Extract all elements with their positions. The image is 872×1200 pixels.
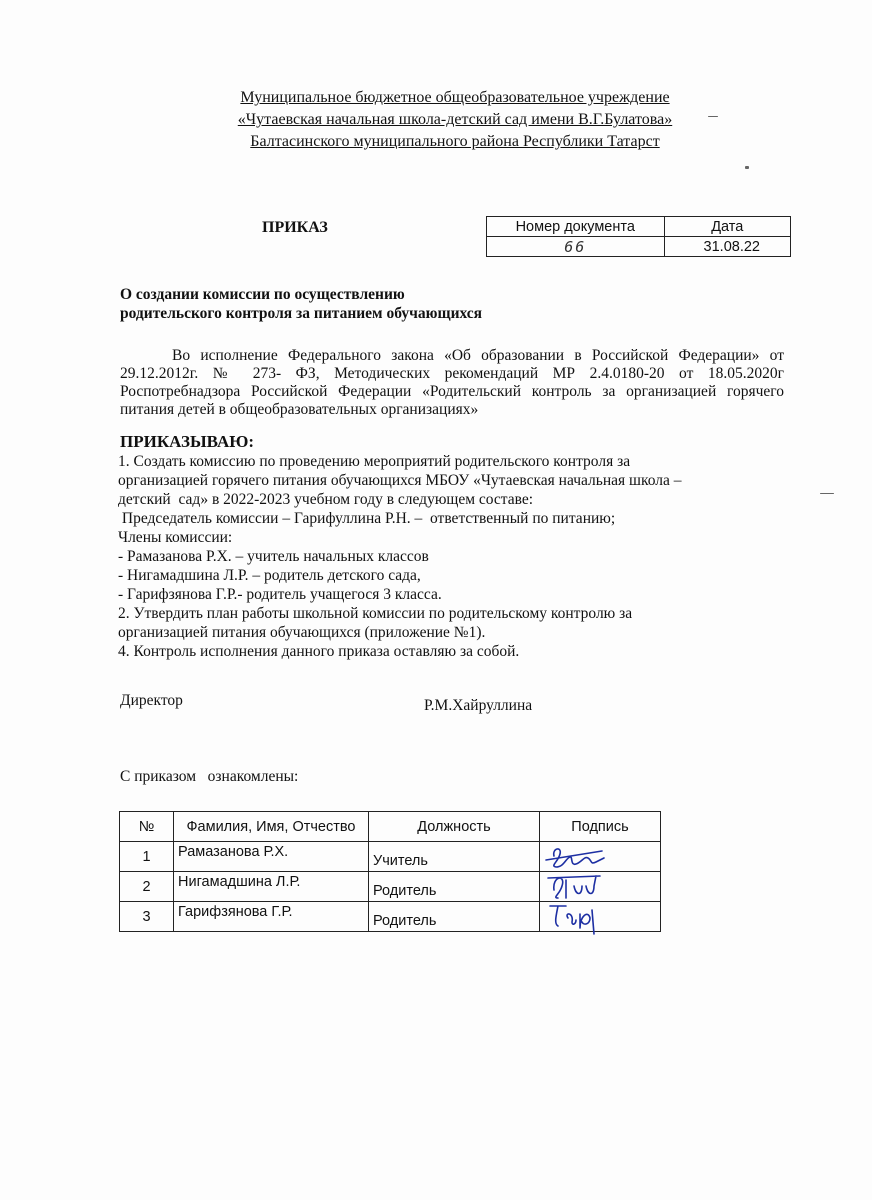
header-line-3: Балтасинского муниципального района Республики Татарст [250, 133, 660, 150]
document-number-table [486, 216, 791, 257]
signature-scribble-3 [550, 906, 594, 934]
row-number: 2 [120, 872, 174, 902]
order-item-line: Председатель комиссии – Гарифуллина Р.Н. – ответственный по питанию; [118, 510, 616, 527]
subject-line-2: родительского контроля за питанием обучающихся [120, 305, 483, 322]
preamble-paragraph: Во исполнение Федерального закона «Об образовании в Российской Федерации» от 29.12.2012г. № 273- ФЗ, Методических рекомендаций МР 2.4.0180-20 от 18.05.2020г Роспотребнадзора Российской Федерации «Родительский контроль за организацией горячего питания детей в общеобразовательных организациях» [120, 347, 784, 418]
handwritten-signatures [540, 840, 620, 935]
order-item-line: - Рамазанова Р.Х. – учитель начальных классов [118, 548, 429, 565]
row-position: Родитель [369, 902, 540, 932]
signature-scribble-2 [548, 876, 600, 898]
order-item-line: детский сад» в 2022-2023 учебном году в следующем составе: [118, 491, 534, 508]
order-word: ПРИКАЗЫВАЮ: [120, 432, 255, 451]
header-line-1: Муниципальное бюджетное общеобразовательное учреждение [240, 89, 670, 106]
row-name: Рамазанова Р.Х. [174, 842, 369, 872]
row-number: 3 [120, 902, 174, 932]
header-line-2: «Чутаевская начальная школа-детский сад имени В.Г.Булатова» [237, 111, 673, 128]
order-item-line: 4. Контроль исполнения данного приказа оставляю за собой. [118, 643, 520, 660]
doc-number-value: 66 [487, 237, 665, 257]
order-item-line: - Нигамадшина Л.Р. – родитель детского сада, [118, 567, 421, 584]
order-items [118, 452, 681, 661]
signature-name: Р.М.Хайруллина [424, 697, 533, 714]
order-item-line: организацией горячего питания обучающихся МБОУ «Чутаевская начальная школа – [118, 472, 682, 489]
column-header-name: Фамилия, Имя, Отчество [174, 812, 369, 842]
order-subject [120, 285, 482, 323]
table-header-row [120, 812, 661, 842]
column-header-number: № [120, 812, 174, 842]
scan-speck [708, 116, 718, 117]
row-name: Нигамадшина Л.Р. [174, 872, 369, 902]
date-value: 31.08.22 [664, 237, 790, 257]
order-item-line: организацией питания обучающихся (приложение №1). [118, 624, 486, 641]
date-label: Дата [664, 217, 790, 237]
doc-number-label: Номер документа [487, 217, 665, 237]
row-position: Учитель [369, 842, 540, 872]
order-item-line: 1. Создать комиссию по проведению мероприятий родительского контроля за [118, 453, 631, 470]
acknowledgement-caption: С приказом ознакомлены: [120, 768, 299, 785]
order-item-line: - Гарифзянова Г.Р.- родитель учащегося 3 класса. [118, 586, 442, 603]
row-name: Гарифзянова Г.Р. [174, 902, 369, 932]
subject-line-1: О создании комиссии по осуществлению [120, 286, 405, 303]
scan-speck [745, 166, 749, 169]
row-number: 1 [120, 842, 174, 872]
order-title: ПРИКАЗ [262, 219, 328, 236]
column-header-position: Должность [369, 812, 540, 842]
order-item-line: 2. Утвердить план работы школьной комиссии по родительскому контролю за [118, 605, 633, 622]
institution-header [160, 87, 750, 153]
row-position: Родитель [369, 872, 540, 902]
column-header-signature: Подпись [540, 812, 661, 842]
signature-role: Директор [120, 692, 183, 709]
order-item-line: Члены комиссии: [118, 529, 233, 546]
scan-speck [820, 493, 834, 494]
